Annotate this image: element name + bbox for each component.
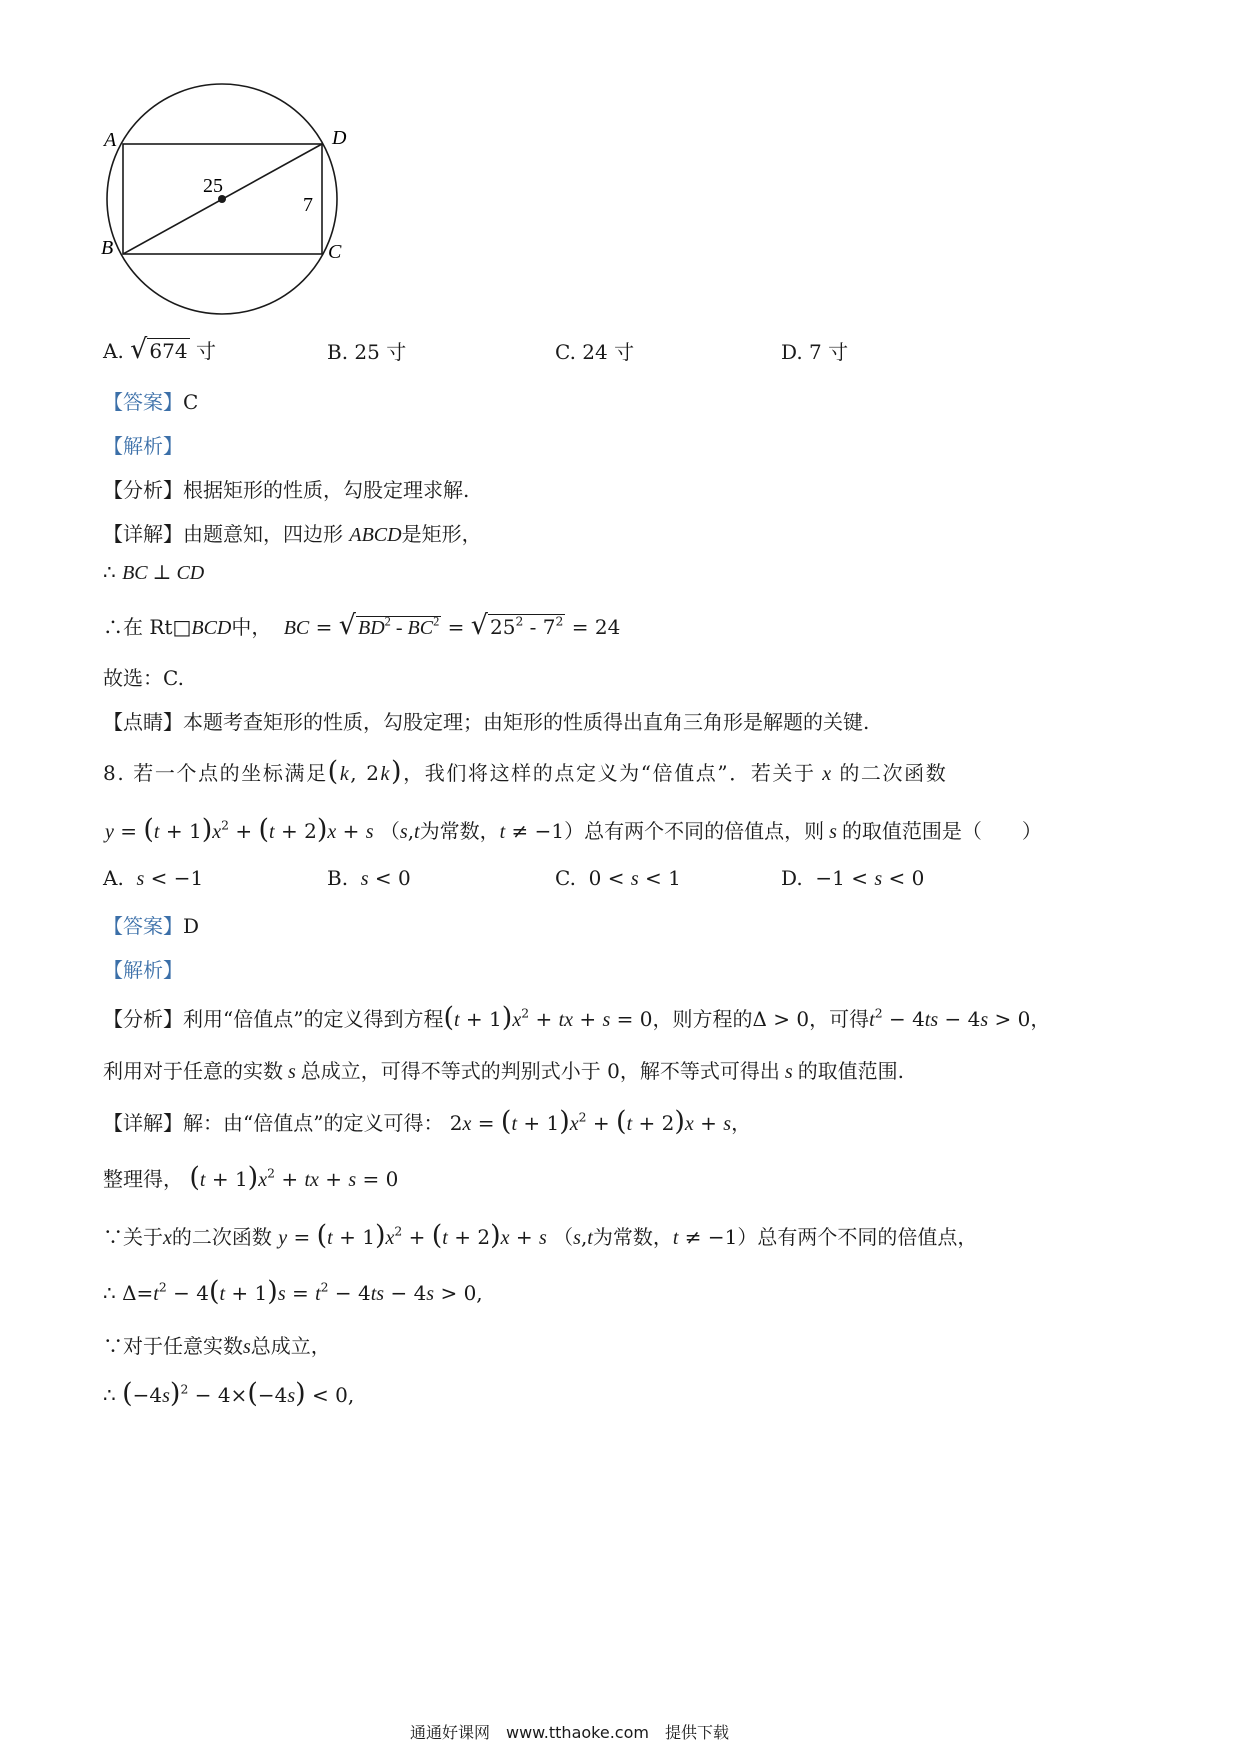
q8-number: 8. — [103, 761, 126, 785]
q8-because1-paren: 为常数， — [592, 1225, 673, 1249]
q8-detail-tag: 【详解】 — [103, 1111, 183, 1135]
q7-analysis-text: 根据矩形的性质，勾股定理求解. — [183, 478, 470, 502]
q8-because-1: ∵关于x的二次函数 $y = (t + 1)x^2 + (t + 2)x + s$ （s,t为常数，t ≠ −1）总有两个不同的倍值点， — [103, 1220, 978, 1251]
q7-jiexi-tag: 【解析】 — [103, 434, 183, 458]
q7-answer-value: C — [183, 390, 199, 414]
label-side: 7 — [303, 194, 313, 216]
q8-tidy: 整理得， $(t + 1)x^2$ + tx + s = 0 — [103, 1162, 399, 1193]
q8-delta: ∴ $\Delta=t^2 - 4(t + 1)s = t^2 - 4ts - 4s > 0$, — [103, 1276, 483, 1307]
q8-analysis-1: 利用“倍值点”的定义得到方程 — [183, 1007, 444, 1031]
q8-option-b-label: B. — [327, 866, 349, 890]
q7-detail-text: 由题意知，四边形 — [183, 522, 343, 546]
q8-tidy-label: 整理得， — [103, 1167, 183, 1191]
q8-stem2-post: ）总有两个不同的倍值点，则 — [564, 819, 825, 843]
q8-option-a-label: A. — [103, 866, 124, 890]
q8-answer-tag: 【答案】 — [103, 914, 183, 938]
q7-choose: 故选：C. — [103, 666, 184, 690]
q8-discriminant: ∴ $(-4s)^2 - 4\times(-4s) < 0$, — [103, 1378, 355, 1409]
q8-analysis-2: ，则方程的 — [652, 1007, 753, 1031]
q8-because-2: ∵对于任意实数s总成立， — [103, 1334, 331, 1358]
q8-because2-post: 总成立， — [250, 1334, 331, 1358]
q7-comment — [103, 706, 869, 735]
page-footer: 通通好课网 www.tthaoke.com 提供下载 — [410, 1723, 729, 1742]
q8-stem2-paren: 为常数， — [419, 819, 500, 843]
q8-analysis-4: 利用对于任意的实数 — [103, 1059, 283, 1083]
q8-option-c-label: C. — [555, 866, 576, 890]
q7-rt-bcd: BCD — [191, 617, 232, 639]
q8-option-a: A. s < −1 — [103, 866, 204, 890]
q8-option-d: D. −1 < s < 0 — [781, 866, 925, 890]
q8-stem1-mid: ，我们将这样的点定义为“倍值点”．若关于 — [403, 761, 816, 785]
q8-because1-post: ）总有两个不同的倍值点， — [737, 1225, 978, 1249]
q7-detail-tag: 【详解】 — [103, 522, 183, 546]
q8-because2-pre: 对于任意实数 — [123, 1334, 243, 1358]
q7-analysis-tag: 【分析】 — [103, 478, 183, 502]
q7-option-a: A. √ 674 寸 — [103, 334, 216, 365]
label-diagonal: 25 — [203, 175, 223, 197]
q7-answer-tag: 【答案】 — [103, 390, 183, 414]
q8-stem2-end: 的取值范围是（ ） — [841, 819, 1042, 843]
label-c: C — [328, 241, 342, 263]
q8-analysis-3: ，可得 — [809, 1007, 870, 1031]
q7-line-pythagoras: ∴在 Rt□BCD中， BC = √ $BD^2 - BC^2$ = √ $25^2 - 7^2 = 24$ — [103, 610, 621, 641]
q7-rt-pre: 在 Rt□ — [123, 615, 192, 639]
q8-because1-pre: 关于 — [123, 1225, 163, 1249]
q7-option-a-radicand: 674 — [149, 339, 188, 363]
q7-perp-expr: BC ⊥ CD — [122, 562, 205, 584]
q8-stem1-pre: 若一个点的坐标满足 — [133, 761, 328, 785]
q7-rt-mid: 中， — [231, 615, 272, 639]
label-d: D — [332, 127, 347, 149]
label-b: B — [101, 237, 114, 259]
q8-stem-line1: 8. 若一个点的坐标满足(k, 2k)，我们将这样的点定义为“倍值点”．若关于 x 的二次函数 — [103, 756, 948, 787]
q7-answer — [103, 386, 198, 415]
q8-option-d-label: D. — [781, 866, 803, 890]
q8-stem1-post: 的二次函数 — [839, 761, 948, 785]
q8-detail-text: 解：由“倍值点”的定义可得： — [183, 1111, 444, 1135]
circle-rectangle-figure — [100, 80, 360, 325]
q7-comment-tag: 【点睛】 — [103, 710, 183, 734]
q7-option-d: D. 7 寸 — [781, 340, 849, 364]
q8-analysis-line1: 【分析】利用“倍值点”的定义得到方程$(t + 1)x^2$ + tx + s = 0，则方程的Δ > 0，可得$t^2 - 4ts - 4s > 0$， — [103, 1002, 1051, 1033]
q7-option-a-prefix: A. — [103, 339, 124, 363]
q7-analysis — [103, 474, 469, 503]
q8-because1-mid: 的二次函数 — [171, 1225, 272, 1249]
q8-jiexi-tag: 【解析】 — [103, 958, 183, 982]
q8-analysis-5: 总成立，可得不等式的判别式小于 0，解不等式可得出 — [300, 1059, 780, 1083]
label-a: A — [104, 129, 117, 151]
q8-option-c: C. 0 < s < 1 — [555, 866, 681, 890]
q7-detail — [103, 518, 482, 547]
q7-option-c: C. 24 寸 — [555, 340, 635, 364]
q8-detail: 【详解】解：由“倍值点”的定义可得： $2x = (t + 1)x^2 + (t + 2)x + s$， — [103, 1106, 752, 1137]
q7-option-a-unit: 寸 — [195, 339, 216, 363]
q8-analysis-6: 的取值范围. — [797, 1059, 905, 1083]
q7-detail-abcd: ABCD — [349, 524, 402, 546]
q8-option-b: B. s < 0 — [327, 866, 411, 890]
q7-option-b: B. 25 寸 — [327, 340, 407, 364]
q7-line-perpendicular: ∴ BC ⊥ CD — [103, 560, 205, 584]
q8-answer — [103, 910, 199, 939]
q7-comment-text: 本题考查矩形的性质，勾股定理；由矩形的性质得出直角三角形是解题的关键. — [183, 710, 870, 734]
q8-stem-line2: $y = (t + 1)x^2 + (t + 2)x + s$ （s,t为常数，t ≠ −1）总有两个不同的倍值点，则 s 的取值范围是（ ） — [105, 814, 1042, 845]
q8-analysis-line2: 利用对于任意的实数 s 总成立，可得不等式的判别式小于 0，解不等式可得出 s 的取值范围. — [103, 1059, 905, 1083]
q8-answer-value: D — [183, 914, 200, 938]
q7-detail-post: 是矩形， — [401, 522, 482, 546]
q8-analysis-tag: 【分析】 — [103, 1007, 183, 1031]
